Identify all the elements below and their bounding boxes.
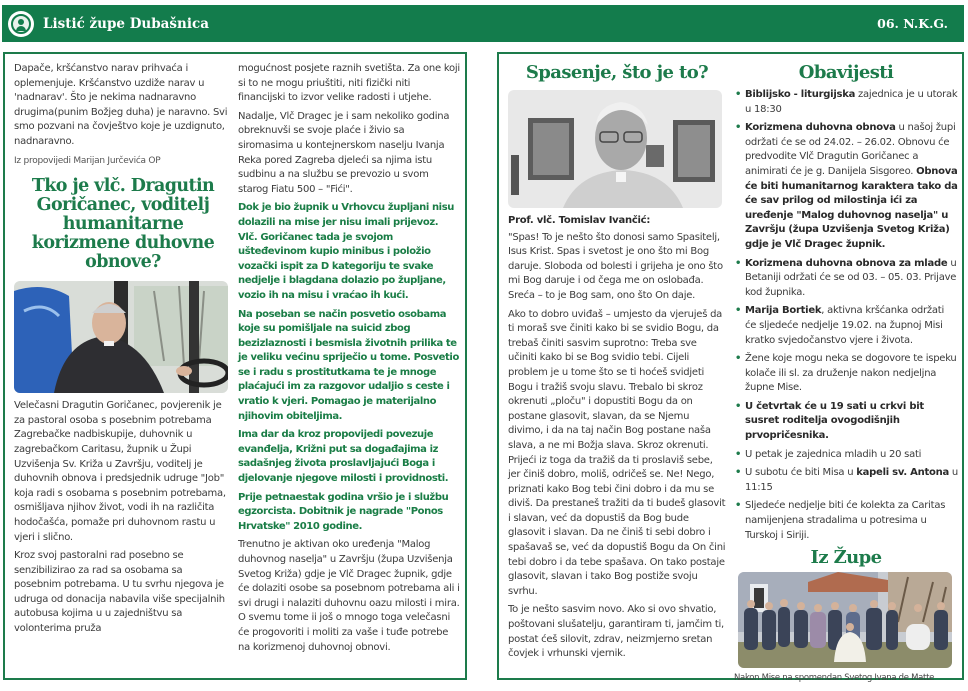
bio-paragraph: Nadalje, Vlč Dragec je i sam nekoliko godina obreknuvši se svoje plaće i živio sa siromasima u kontejnerskom naselju Ivanja Reka pored Zagreba djeleći sa njima istu sudbinu a na službu se prevozio u svom starog Fiatu 500 – "Fići".	[238, 110, 450, 195]
announcement-bold: kapeli sv. Antona	[856, 467, 949, 479]
right-box	[497, 52, 964, 684]
bio-paragraph: Velečasni Dragutin Goričanec, povjerenik je za pastoral osoba s posebnim potrebama Zagrebačke nadbiskupije, duhovnik u zagrebačkom Caritasu, župnik u Župi Uzvišenja Sv. Križa u Završju, voditelj je duhovnih obnova i predsjednik udruge "Job" koja radi s osobama s posebnim potrebama, osmišljava njihov život, vodi ih na različita hodočašća, pomaže pri duhovnom rastu u vjeri i slično.	[14, 400, 226, 543]
newsletter-title: Listić župe Dubašnica	[43, 15, 209, 32]
group-photo-caption: Nakon Mise na spomendan Svetog Ivana de Matte	[734, 673, 935, 684]
announcement-text: u Betaniji održati će se od 03. – 05. 03. Prijave kod župnika.	[745, 257, 957, 298]
announcement-item	[734, 499, 958, 543]
issue-date: 06. N.K.G.	[877, 16, 948, 31]
intro-text: Dapače, kršćanstvo narav prihvaća i oplemenjuje. Kršćanstvo uzdiže narav u 'nadnarav'. Što je nekima nadnaravno drugima(punim Božjeg duha) je naravno. Svi smo pozvani na čovještvo koje je uzdignuto, nadnaravno.	[14, 63, 228, 147]
announcement-bold: Marija Bortiek	[745, 305, 822, 317]
spasenje-column	[508, 62, 726, 666]
obavijesti-column	[734, 62, 958, 690]
announcement-item	[734, 352, 958, 396]
spasenje-paragraph: Ako to dobro uviđaš – umjesto da vjeruješ da ti moraš sve činiti kako bi se svidio Bogu, da trebaš činiti sasvim suprotno: Treba sve učiniti kako bi se Bog svidio tebi. Cijeli problem je u tome što se ti hoćeš svidjeti Bogu i tražiš svoju slavu. Trebalo bi skroz okrenuti „ploču" i dopustiti Bogu da on postane glasovit, slavan, da se Njemu divimo, i da na taj način Bog postane naša slava, a ne mi Božja slava. Skroz okrenuti. Prijeći iz toga da tražiš da ti proslaviš sebe, jer činiš dobro, moliš, odričeš se. Ne! Nego, priznati kako Bog tebi čini dobro i da mu se diviš. Da prestaneš tražiti da ti budeš glasovit i slavan, već da dopustiš da Bog bude glasovit i slavan. Da ne činiš ti sebi dobro i spašavaš se, već da dopustiš Bogu da On čini tebi dobro i da tebe spašava. On tako postaje glasovit, slavan i tako Bog postiže svoju svrhu.	[508, 308, 726, 597]
announcement-bold: Korizmena duhovna obnova za mlade	[745, 257, 948, 269]
announcement-text: u našoj župi održati će se od 24.02. – 26.02. Obnovu će predvodite Vlč Dragutin Goričanec a animirati će je g. Danijela Sisgoreo.	[745, 122, 956, 177]
highlight-paragraph: Ima dar da kroz propovijedi povezuje evanđelja, Križni put sa događajima iz sadašnjeg života proslavljajući Boga i djelovanje njegove milosti i providnosti.	[238, 429, 449, 485]
announcements-list	[734, 88, 958, 543]
ivancic-photo	[508, 90, 722, 208]
bio-paragraph: mogućnost posjete raznih svetišta. Za one koji si to ne mogu priuštiti, niti fizički niti financijski to izvor velike radosti i utjehe.	[238, 63, 460, 104]
announcement-item	[734, 304, 958, 348]
spasenje-author: Prof. vlč. Tomislav Ivančić:	[508, 215, 651, 226]
parish-logo-icon	[8, 11, 34, 37]
spasenje-paragraph: "Spas! To je nešto što donosi samo Spasitelj, Isus Krist. Spas i svetost je ono što mi Bog daruje. Sloboda od bolesti i grijeha je ono što mi Bog daruje i od čega me on oslobađa. Sreća – to je Bog sam, ono što On daje.	[508, 231, 723, 301]
announcement-text: U subotu će biti Misa u	[745, 467, 857, 479]
obavijesti-title: Obavijesti	[798, 62, 894, 83]
article-title: Tko je vlč. Dragutin Goričanec, voditelj humanitarne korizmene duhovne obnove?	[31, 176, 215, 273]
announcement-item	[734, 257, 958, 301]
highlight-paragraph: Prije petnaestak godina vršio je i službu egzorcista. Dobitnik je nagrade "Ponos Hrvatske" 2010 godine.	[238, 491, 449, 532]
announcement-text: zajednica je u utorak u 18:30	[745, 89, 958, 115]
article-box-goricanec	[3, 52, 467, 680]
announcement-text: , aktivna kršćanka održati će sljedeće nedjelje 19.02. na župnoj Misi kratko svjedočanstvo vjere i života.	[745, 305, 944, 346]
announcement-bold: U četvrtak će u 19 sati u crkvi bit susret roditelja ovogodišnjih prvopričesnika.	[745, 400, 924, 442]
bio-paragraph: Kroz svoj pastoralni rad posebno se senzibilizirao za rad sa osobama sa posebnim potrebama. U tu svrhu njegova je udruga od donacija nabavila više specijalnih autobusa kojima u u zajedništvu sa volonterima pruža	[14, 550, 225, 635]
announcement-bold: Obnova će biti humanitarnog karaktera tako da će sav prilog od milostinja ići za uređenje "Malog duhovnog naselja" u Završju (župa Uzvišenja Svetog Križa) gdje je Vlč Dragec župnik.	[745, 165, 958, 250]
announcement-text: u 11:15	[745, 467, 959, 493]
announcement-bold: Biblijsko - liturgijska	[745, 89, 856, 100]
spasenje-paragraph: To je nešto sasvim novo. Ako si ovo shvatio, poštovani slušatelju, garantiram ti, jamčim ti, postat ćeš silovit, zdrav, neizmjerno sretan čovjek i vrhunski vjernik.	[508, 604, 724, 660]
page-header	[2, 5, 964, 42]
group-photo	[738, 572, 952, 668]
iz-zupe-title: Iz Župe	[810, 547, 882, 569]
announcement-item	[734, 466, 958, 495]
announcement-item	[734, 121, 958, 252]
intro-source: Iz propovijedi Marijan Jurčevića OP	[14, 155, 161, 166]
left-column-1	[14, 62, 232, 641]
announcement-item	[734, 400, 958, 444]
announcement-text: Žene koje mogu neka se dogovore te ispeku kolače ili sl. za druženje nakon nedjeljna župne Mise.	[745, 353, 957, 394]
spasenje-title: Spasenje, što je to?	[525, 62, 709, 83]
announcement-bold: Korizmena duhovna obnova	[745, 122, 896, 134]
highlight-paragraph: Na poseban se način posvetio osobama koje su pomišljale na suicid zbog bezizlaznosti i besmisla životnih prilika te je veliku većinu spriječio u tome. Posvetio se i radu s prostitutkama te je mnoge plaćajući im za razgovor udaljio s ceste i vratio k vjeri. Pomagao je materijalno njihovim obiteljima.	[238, 308, 459, 422]
bio-paragraph: Trenutno je aktivan oko uređenja "Malog duhovnog naselja" u Završju (župa Uzvišenja Svetog Križa) gdje je Vlč Dragec župnik, gdje će dolaziti osobe sa posebnom potrebama ali i svi drugi i nalaziti duhovnu oazu milosti i mira. O svemu tome ii još o mnogo toga velečasni će progovoriti i moliti za vaše i tuđe potrebe na korizmenoj duhovnoj obnovi.	[238, 539, 460, 653]
announcement-text: U petak je zajednica mladih u 20 sati	[745, 448, 922, 460]
announcement-text: Sljedeće nedjelje biti će kolekta za Caritas namijenjena stradalima u potresima u Turskoj i Siriji.	[745, 500, 946, 541]
bus-driver-photo	[14, 281, 228, 393]
left-column-2	[238, 62, 460, 659]
highlight-paragraph: Dok je bio župnik u Vrhovcu župljani nisu dolazili na mise jer nisu imali prijevoz. Vlč. Goričanec tada je svojom ušteđevinom kupio minibus i položio vozački ispit za D kategoriju te svake nedjelje i blagdana dolazio po župljane, vozio ih na misu i vraćao ih kući.	[238, 202, 454, 301]
announcement-item	[734, 448, 958, 463]
announcement-item	[734, 88, 958, 117]
